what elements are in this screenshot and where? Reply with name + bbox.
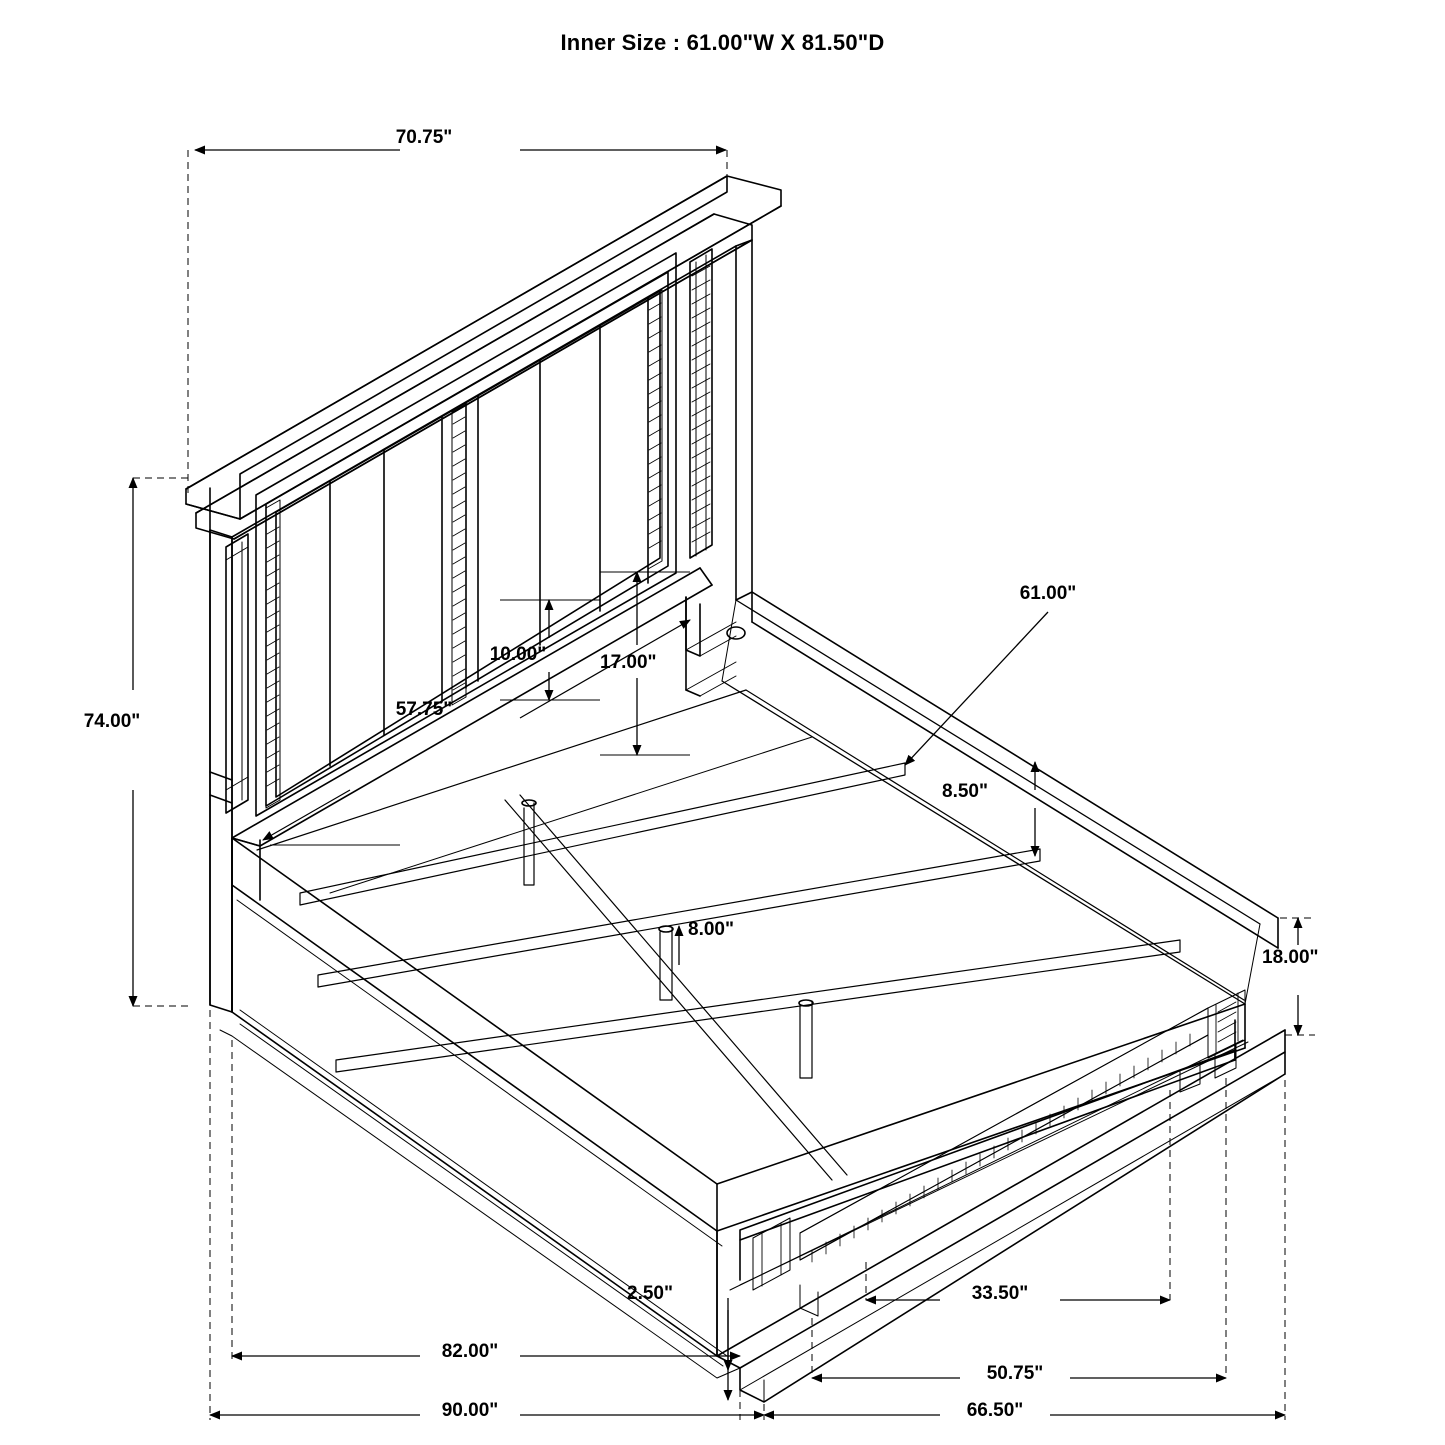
dimension-footboard-base-height: 2.50" [627,1283,673,1304]
dimension-mattress-width: 61.00" [1019,583,1077,604]
dimension-slat-support-height: 8.00" [688,919,734,940]
dimension-overall-length: 90.00" [441,1400,499,1421]
dimension-bed-length: 82.00" [441,1341,499,1362]
dimension-headboard-panel-width: 57.75" [395,699,453,720]
dimension-footboard-height: 18.00" [1262,947,1319,968]
dimension-rail-drop-height: 17.00" [600,652,657,673]
dimension-panel-inset-height: 10.00" [489,644,547,665]
dimension-headboard-height: 74.00" [83,711,141,732]
page-title: Inner Size : 61.00"W X 81.50"D [560,30,885,55]
dimension-side-rail-height: 8.50" [942,781,988,802]
dimension-overall-headboard-width: 70.75" [395,127,453,148]
dimension-overall-width: 66.50" [966,1400,1024,1421]
dimension-footboard-inner-width: 50.75" [986,1363,1044,1384]
dimension-footboard-panel-width: 33.50" [971,1283,1029,1304]
